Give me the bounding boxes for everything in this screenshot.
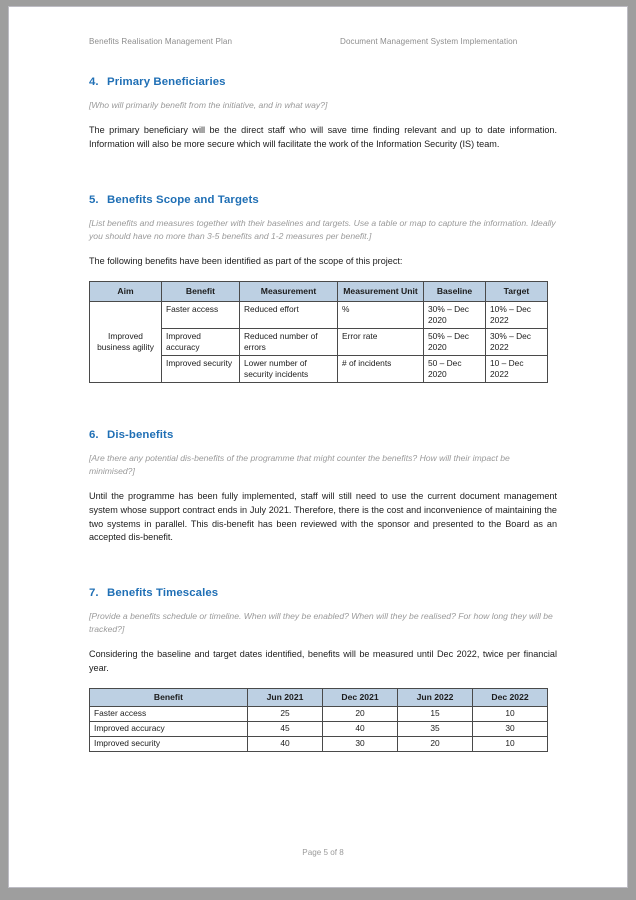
- cell-aim: Improved business agility: [90, 301, 162, 382]
- col-header-jun-2022: Jun 2022: [398, 688, 473, 706]
- header-project-title: Document Management System Implementation: [340, 37, 518, 46]
- cell-baseline: 50 – Dec 2020: [424, 355, 486, 382]
- section-title-5: Benefits Scope and Targets: [107, 193, 259, 206]
- col-header-baseline: Baseline: [424, 281, 486, 301]
- cell-dec-2021: 30: [323, 737, 398, 752]
- cell-measurement: Reduced number of errors: [240, 328, 338, 355]
- guide-text-benefits-timescales: [Provide a benefits schedule or timeline. When will they be enabled? When will they be realised? For how long they will be tracked?]: [89, 611, 553, 635]
- table-header-row: [90, 688, 548, 706]
- col-header-dec-2021: Dec 2021: [323, 688, 398, 706]
- section-title-6: Dis-benefits: [107, 428, 174, 441]
- section-spacer: [89, 383, 557, 413]
- table-row: [90, 301, 548, 328]
- body-dis-benefits: Until the programme has been fully implemented, staff will still need to use the current document management system whose support contract ends in July 2021. Therefore, there is the cost and inconvenience of maintaining the two systems in parallel. This dis-benefit has been reviewed with the sponsor and presented to the Board as an accepted dis-benefit.: [89, 490, 557, 543]
- cell-dec-2021: 20: [323, 707, 398, 722]
- running-header: [89, 37, 557, 46]
- cell-target: 10 – Dec 2022: [486, 355, 548, 382]
- cell-jun-2022: 35: [398, 722, 473, 737]
- benefits-scope-table: [89, 281, 548, 383]
- benefits-timescale-table: [89, 688, 548, 752]
- table-row: [90, 707, 548, 722]
- guide-text-benefits-scope: [List benefits and measures together with their baselines and targets. Use a table or map to capture the information. Ideally you should have no more than 3-5 benefits and 1-2 measures per benefit.]: [89, 217, 556, 241]
- page-number-label: Page 5 of 8: [302, 848, 344, 857]
- section-number-7: 7.: [89, 587, 99, 600]
- col-header-benefit: Benefit: [90, 688, 248, 706]
- guide-text-primary-beneficiaries: [Who will primarily benefit from the initiative, and in what way?]: [89, 100, 328, 110]
- section-title-4: Primary Beneficiaries: [107, 76, 226, 88]
- cell-benefit: Improved accuracy: [90, 722, 248, 737]
- cell-baseline: 30% – Dec 2020: [424, 301, 486, 328]
- section-spacer: [89, 164, 557, 194]
- cell-target: 10% – Dec 2022: [486, 301, 548, 328]
- cell-benefit: Improved security: [90, 737, 248, 752]
- col-header-aim: Aim: [90, 281, 162, 301]
- table-header-row: [90, 281, 548, 301]
- page-content: [89, 37, 557, 857]
- header-document-title: Benefits Realisation Management Plan: [89, 37, 233, 46]
- heading-benefits-timescales: [89, 587, 557, 599]
- guide-text-dis-benefits: [Are there any potential dis-benefits of the programme that might counter the benefits? How will their impact be minimised?]: [89, 452, 510, 476]
- page-footer: [89, 848, 557, 857]
- section-number-6: 6.: [89, 428, 99, 441]
- col-header-jun-2021: Jun 2021: [248, 688, 323, 706]
- cell-dec-2022: 10: [473, 707, 548, 722]
- cell-measurement: Lower number of security incidents: [240, 355, 338, 382]
- table-row: [90, 737, 548, 752]
- section-spacer: [89, 557, 557, 587]
- cell-benefit: Faster access: [162, 301, 240, 328]
- section-number-5: 5.: [89, 193, 99, 206]
- cell-jun-2021: 45: [248, 722, 323, 737]
- col-header-target: Target: [486, 281, 548, 301]
- document-page: [8, 6, 628, 888]
- body-benefits-timescales: Considering the baseline and target dates identified, benefits will be measured until Dec 2022, twice per financial year.: [89, 649, 557, 674]
- cell-jun-2022: 15: [398, 707, 473, 722]
- cell-dec-2022: 10: [473, 737, 548, 752]
- col-header-measurement: Measurement: [240, 281, 338, 301]
- cell-dec-2021: 40: [323, 722, 398, 737]
- section-spacer: [89, 413, 557, 429]
- cell-unit: # of incidents: [338, 355, 424, 382]
- cell-benefit: Faster access: [90, 707, 248, 722]
- heading-primary-beneficiaries: [89, 76, 557, 88]
- cell-jun-2021: 40: [248, 737, 323, 752]
- cell-unit: Error rate: [338, 328, 424, 355]
- intro-benefits-scope: The following benefits have been identified as part of the scope of this project:: [89, 255, 403, 266]
- cell-unit: %: [338, 301, 424, 328]
- table-row: [90, 722, 548, 737]
- heading-dis-benefits: [89, 429, 557, 441]
- col-header-measurement-unit: Measurement Unit: [338, 281, 424, 301]
- body-primary-beneficiaries: The primary beneficiary will be the direct staff who will save time finding relevant and up to date information. Information will also be more secure which will facilitate the work of the Information Security (IS) team.: [89, 125, 557, 149]
- cell-jun-2021: 25: [248, 707, 323, 722]
- cell-benefit: Improved security: [162, 355, 240, 382]
- cell-jun-2022: 20: [398, 737, 473, 752]
- cell-baseline: 50% – Dec 2020: [424, 328, 486, 355]
- section-title-7: Benefits Timescales: [107, 587, 219, 600]
- col-header-dec-2022: Dec 2022: [473, 688, 548, 706]
- cell-measurement: Reduced effort: [240, 301, 338, 328]
- cell-dec-2022: 30: [473, 722, 548, 737]
- col-header-benefit: Benefit: [162, 281, 240, 301]
- heading-benefits-scope: [89, 194, 557, 206]
- cell-benefit: Improved accuracy: [162, 328, 240, 355]
- cell-target: 30% – Dec 2022: [486, 328, 548, 355]
- section-number-4: 4.: [89, 76, 99, 88]
